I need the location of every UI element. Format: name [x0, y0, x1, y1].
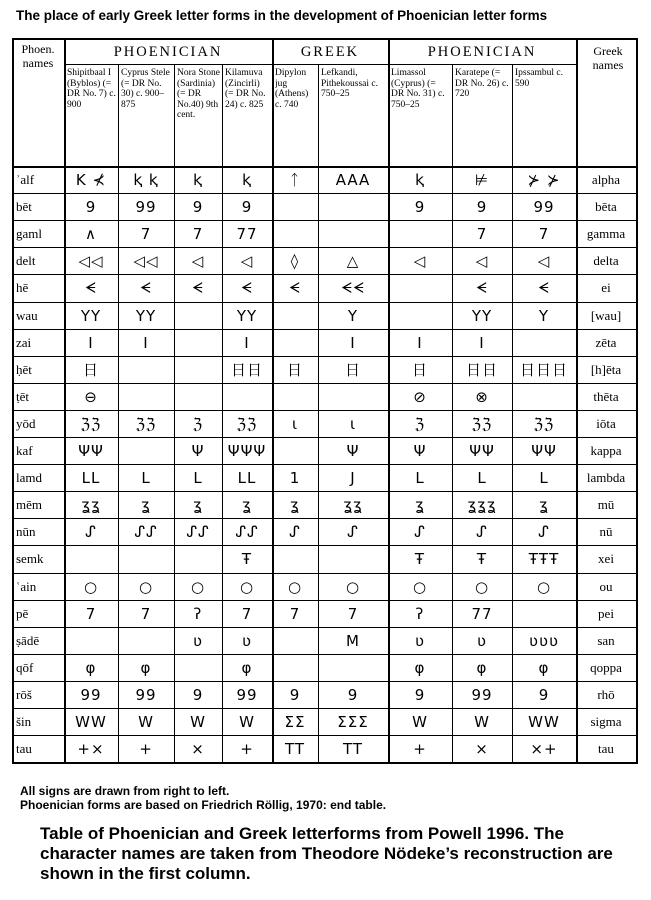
letterform-cell: ᔑ — [538, 522, 550, 541]
greek-letter-name: lambda — [586, 469, 626, 485]
letterform-cell: 77 — [236, 224, 258, 243]
letterform-cell: ŦŦŦ — [528, 549, 560, 568]
letterform-cell: ʔ — [193, 604, 203, 623]
letterform-cell: ΨΨ — [531, 441, 557, 460]
letterform-cell: 99 — [80, 685, 102, 704]
letterform-cell: ○ — [239, 577, 255, 596]
letterform-cell: ⊗ — [475, 387, 489, 406]
letterform-cell: ○ — [474, 577, 490, 596]
letterform-cell: 7 — [241, 604, 253, 623]
letterform-cell: △ — [346, 251, 360, 270]
letterform-cell: 7 — [140, 604, 152, 623]
letterform-cell: ι — [291, 414, 299, 433]
letterform-cell: 日 — [411, 361, 428, 379]
phoenician-letter-name: nūn — [16, 523, 36, 539]
phoenician-letter-name: wau — [16, 307, 38, 323]
letterform-cell: ◁ — [413, 251, 427, 270]
phoenician-letter-name: yōd — [16, 415, 36, 431]
letterform-cell — [118, 356, 174, 383]
phoenician-letter-name: ṭēt — [16, 388, 29, 404]
letterform-cell: YY — [236, 306, 258, 325]
letterform-cell: W — [239, 712, 255, 731]
letterform-cell: K ⊀ — [75, 170, 107, 189]
letterform-cell: ⊭ — [474, 170, 490, 189]
letterform-cell — [272, 654, 318, 681]
table-border-bottom — [12, 762, 636, 764]
letterform-cell: ᔑ — [85, 522, 97, 541]
letterform-cell: ᗕ — [289, 278, 301, 297]
letterform-cell — [272, 545, 318, 572]
greek-letter-name: san — [597, 632, 615, 648]
letterform-cell: ʓʓ — [81, 495, 101, 514]
letterform-cell: ⊁ ⊁ — [527, 170, 561, 189]
greek-letter-name: iōta — [596, 415, 616, 431]
greek-letter-name: [wau] — [590, 307, 622, 323]
letterform-cell — [272, 627, 318, 654]
greek-letter-name: qoppa — [590, 659, 622, 675]
group-header-phoenician-right: PHOENICIAN — [427, 43, 537, 60]
letterform-cell: ʓ — [290, 495, 300, 514]
letterform-cell: ⊘ — [413, 387, 427, 406]
letterform-cell — [318, 220, 388, 247]
letterform-cell — [512, 600, 576, 627]
phoenician-letter-name: lamd — [16, 469, 42, 485]
letterform-cell — [318, 545, 388, 572]
group-header-rule — [64, 64, 576, 65]
letterform-cell: + — [139, 739, 153, 758]
note-source: Phoenician forms are based on Friedrich Röllig, 1970: end table. — [20, 798, 387, 812]
letterform-cell — [118, 627, 174, 654]
letterform-cell: ○ — [345, 577, 361, 596]
letterform-cell: 9 — [476, 197, 488, 216]
phoenician-letter-name: tau — [16, 740, 32, 756]
letterform-cell — [64, 627, 118, 654]
letterform-cell — [318, 193, 388, 220]
letterform-cell: 7 — [140, 224, 152, 243]
greek-letter-name: alpha — [591, 171, 621, 187]
letterform-cell — [318, 654, 388, 681]
letterform-cell: ʋ — [193, 631, 203, 650]
letterform-cell: φ — [538, 658, 550, 677]
letterform-cell — [64, 545, 118, 572]
letterform-cell: + — [413, 739, 427, 758]
letterform-cell: ℨ — [414, 414, 426, 433]
letterform-cell: ◁◁ — [78, 251, 104, 270]
column-header: Dipylon jug (Athens) c. 740 — [275, 68, 309, 110]
letterform-cell: φ — [476, 658, 488, 677]
greek-names-header: Greek names — [592, 44, 624, 72]
letterform-cell: ᗕ — [85, 278, 97, 297]
phoenician-letter-name: bēt — [16, 198, 32, 214]
phoenician-letter-name: ʿain — [16, 578, 37, 594]
letterform-cell: ʓ — [242, 495, 252, 514]
letterform-cell — [174, 545, 222, 572]
letterform-cell — [512, 383, 576, 410]
letterform-cell: Ŧ — [241, 549, 253, 568]
letterform-cell: L — [415, 468, 425, 487]
note-direction: All signs are drawn from right to left. — [20, 784, 230, 798]
letterform-cell: ○ — [83, 577, 99, 596]
letterform-cell: ʓ — [193, 495, 203, 514]
letterform-cell — [272, 437, 318, 464]
letterform-cell: ʋʋʋ — [529, 631, 559, 650]
greek-letter-name: ou — [599, 578, 613, 594]
greek-letter-name: kappa — [590, 442, 622, 458]
caption: Table of Phoenician and Greek letterforms from Powell 1996. The character names are taken from Theodore Nödeke’s reconstruction are shown in the first column. — [40, 824, 613, 883]
letterform-cell: ○ — [412, 577, 428, 596]
letterform-cell: ○ — [536, 577, 552, 596]
letterform-cell: ΨΨΨ — [227, 441, 267, 460]
letterform-cell: 日日 — [465, 361, 498, 379]
letterform-cell: 9 — [414, 197, 426, 216]
column-header: Nora Stone (Sardinia) (= DR No.40) 9th cent. — [177, 68, 220, 120]
letterform-cell: YY — [80, 306, 102, 325]
letterform-cell: 日 — [344, 361, 361, 379]
letterform-cell: W — [138, 712, 154, 731]
letterform-cell: ⱪ — [242, 170, 252, 189]
letterform-cell — [318, 383, 388, 410]
phoenician-letter-name: qōf — [16, 659, 34, 675]
letterform-cell: W — [474, 712, 490, 731]
letterform-cell: Ψ — [413, 441, 427, 460]
letterform-cell: 7 — [289, 604, 301, 623]
greek-letter-name: tau — [598, 740, 614, 756]
phoenician-letter-name: ʾalf — [16, 171, 35, 187]
letterform-cell: I — [350, 333, 356, 352]
letterform-cell: J — [350, 468, 356, 487]
letterform-cell — [174, 329, 222, 356]
letterform-cell: ΨΨ — [469, 441, 495, 460]
letterform-cell: Ψ — [191, 441, 205, 460]
letterform-cell — [272, 383, 318, 410]
letterform-cell — [174, 383, 222, 410]
letterform-cell: W — [190, 712, 206, 731]
letterform-cell: ᔑ — [347, 522, 359, 541]
letterform-cell — [118, 437, 174, 464]
letterform-cell: ×+ — [530, 739, 558, 758]
letterform-cell: Ŧ — [414, 549, 426, 568]
letterform-cell: ○ — [287, 577, 303, 596]
phoenician-letter-name: rōš — [16, 686, 32, 702]
letterform-cell: ∧ — [85, 224, 97, 243]
letterform-cell: ᗕ — [538, 278, 550, 297]
letterform-cell: I — [244, 333, 250, 352]
letterform-cell: φ — [140, 658, 152, 677]
greek-letter-name: thēta — [593, 388, 619, 404]
letterform-cell: ⊖ — [84, 387, 98, 406]
letterform-cell: ᛏ — [289, 170, 300, 189]
letterform-cell: ᗕ — [140, 278, 152, 297]
letterform-cell: LL — [237, 468, 257, 487]
letterform-cell: ◊ — [290, 251, 300, 270]
greek-letter-name: rhō — [597, 686, 615, 702]
phoenician-letter-name: ḥēt — [16, 361, 32, 377]
letterform-cell: × — [475, 739, 489, 758]
letterform-cell: 99 — [236, 685, 258, 704]
column-header: Cyprus Stele (= DR No. 30) c. 900–875 — [121, 68, 170, 110]
letterform-cell: WW — [75, 712, 107, 731]
letterform-cell: 日日日 — [519, 361, 568, 379]
letterform-cell: Ŧ — [476, 549, 488, 568]
letterform-cell: LL — [81, 468, 101, 487]
letterform-cell — [222, 383, 272, 410]
letterform-cell: ʋ — [415, 631, 425, 650]
column-header: Shipitbaal I (Byblos) (= DR No. 7) c. 900 — [67, 68, 116, 110]
letterform-cell: YY — [471, 306, 493, 325]
phoenician-letter-name: semk — [16, 550, 44, 566]
letterform-cell: TT — [342, 739, 364, 758]
letterform-cell: ᗕ — [241, 278, 253, 297]
letterform-cell: ◁ — [240, 251, 254, 270]
letterform-cell — [174, 356, 222, 383]
letterform-cell: 7 — [85, 604, 97, 623]
greek-letter-name: xei — [598, 550, 614, 566]
letterform-cell: × — [191, 739, 205, 758]
letterform-cell: 99 — [135, 685, 157, 704]
phoenician-letter-name: delt — [16, 252, 36, 268]
letterform-cell: L — [539, 468, 549, 487]
letterform-cell — [272, 220, 318, 247]
column-header: Karatepe (= DR No. 26) c. 720 — [455, 68, 509, 99]
letterform-cell: +× — [77, 739, 105, 758]
letterform-cell: ⱪ — [193, 170, 203, 189]
group-header-greek: GREEK — [300, 43, 360, 60]
letterform-cell: ℨℨ — [533, 414, 555, 433]
letterform-cell: ℨℨ — [80, 414, 102, 433]
phoenician-letter-name: hē — [16, 279, 29, 295]
greek-letter-name: pei — [598, 605, 614, 621]
letterform-cell: ʓ — [415, 495, 425, 514]
column-header: Limassol (Cyprus) (= DR No. 31) c. 750–25 — [391, 68, 445, 110]
column-header: Lefkandi, Pithekoussai c. 750–25 — [321, 68, 378, 99]
letterform-cell: ℨ — [192, 414, 204, 433]
letterform-cell: Y — [347, 306, 359, 325]
group-header-phoenician-left: PHOENICIAN — [113, 43, 223, 60]
letterform-cell: 7 — [347, 604, 359, 623]
column-header: Kilamuva (Zincirli) (= DR No. 24) c. 825 — [225, 68, 266, 110]
phoen-names-header: Phoen. names — [21, 42, 55, 70]
letterform-cell: ʋ — [477, 631, 487, 650]
table-border-top — [12, 38, 636, 40]
letterform-cell: ᔑᔑ — [186, 522, 210, 541]
letterform-cell: 9 — [192, 197, 204, 216]
greek-letter-name: gamma — [586, 225, 626, 241]
letterform-cell: φ — [85, 658, 97, 677]
letterform-cell: ◁◁ — [133, 251, 159, 270]
greek-letter-name: nū — [599, 523, 613, 539]
letterform-cell: + — [240, 739, 254, 758]
letterform-cell: TT — [284, 739, 306, 758]
letterform-cell: 9 — [538, 685, 550, 704]
letterform-cell: 9 — [192, 685, 204, 704]
letterform-cell: Y — [538, 306, 550, 325]
letterform-cell: ʔ — [415, 604, 425, 623]
letterform-cell — [118, 383, 174, 410]
letterform-cell — [512, 329, 576, 356]
letterform-cell: 99 — [533, 197, 555, 216]
letterform-cell: 日 — [286, 361, 303, 379]
letterform-cell: ℨℨ — [471, 414, 493, 433]
letterform-cell: ʓ — [141, 495, 151, 514]
letterform-cell: ᔑᔑ — [134, 522, 158, 541]
letterform-cell: I — [88, 333, 94, 352]
letterform-cell — [118, 545, 174, 572]
table-border-right — [636, 38, 638, 764]
letterform-cell: ⱪ ⱪ — [133, 170, 159, 189]
greek-letter-name: bēta — [595, 198, 617, 214]
letterform-cell: I — [417, 333, 423, 352]
letterform-cell — [388, 274, 452, 301]
greek-letter-name: delta — [593, 252, 619, 268]
letterform-cell: M — [346, 631, 360, 650]
letterform-cell: 日日 — [230, 361, 263, 379]
letterform-cell: 7 — [192, 224, 204, 243]
letterform-cell: L — [141, 468, 151, 487]
letterform-cell: ○ — [138, 577, 154, 596]
letterform-cell: ᗕ — [476, 278, 488, 297]
letterform-cell: ʓʓʓ — [467, 495, 497, 514]
letterform-cell: 日 — [82, 361, 99, 379]
phoenician-letter-name: šin — [16, 713, 32, 729]
letterform-cell: ΣΣΣ — [337, 712, 369, 731]
greek-letter-name: [h]ēta — [590, 361, 622, 377]
letterform-cell: ΣΣ — [284, 712, 306, 731]
letterform-cell: 9 — [85, 197, 97, 216]
letterform-cell: ʓ — [539, 495, 549, 514]
letterform-cell: L — [477, 468, 487, 487]
letterform-cell: ℨℨ — [236, 414, 258, 433]
letterform-cell: ι — [349, 414, 357, 433]
letterform-cell: 9 — [414, 685, 426, 704]
letterform-cell: ᔑ — [476, 522, 488, 541]
letterform-cell: L — [193, 468, 203, 487]
column-header: Ipssambul c. 590 — [515, 68, 564, 89]
letterform-cell: 99 — [471, 685, 493, 704]
letterform-cell: 9 — [241, 197, 253, 216]
letterform-cell: φ — [414, 658, 426, 677]
letterform-cell — [272, 193, 318, 220]
letterform-cell: 99 — [135, 197, 157, 216]
phoenician-letter-name: kaf — [16, 442, 33, 458]
letterform-cell: Ψ — [346, 441, 360, 460]
letterform-cell: 9 — [347, 685, 359, 704]
letterform-cell: ᔑ — [289, 522, 301, 541]
letterform-cell: YY — [135, 306, 157, 325]
letterform-cell: I — [479, 333, 485, 352]
letterform-cell: 1 — [289, 468, 301, 487]
phoenician-letter-name: zai — [16, 334, 32, 350]
greek-letter-name: mū — [597, 496, 615, 512]
letterform-cell: φ — [241, 658, 253, 677]
letterform-cell: ◁ — [191, 251, 205, 270]
letterform-cell: ○ — [190, 577, 206, 596]
notes — [20, 784, 640, 812]
letterform-cell: ◁ — [537, 251, 551, 270]
letterform-cell: ʋ — [242, 631, 252, 650]
letterform-cell — [174, 302, 222, 329]
greek-letter-name: zēta — [595, 334, 617, 350]
greek-letter-name: sigma — [590, 713, 622, 729]
letterform-cell: W — [412, 712, 428, 731]
letterform-cell: ᔑᔑ — [235, 522, 259, 541]
letterform-cell: ◁ — [475, 251, 489, 270]
letterform-cell: ᔑ — [414, 522, 426, 541]
phoenician-letter-name: mēm — [16, 496, 42, 512]
letterform-cell: 9 — [289, 685, 301, 704]
letterform-cell: AAA — [335, 170, 371, 189]
phoenician-letter-name: pē — [16, 605, 29, 621]
phoenician-letter-name: ṣādē — [16, 632, 40, 648]
page-title: The place of early Greek letter forms in the development of Phoenician letter forms — [16, 8, 548, 23]
letterform-cell — [272, 329, 318, 356]
letterform-cell: ⱪ — [415, 170, 425, 189]
letterform-cell — [388, 220, 452, 247]
letterform-cell: I — [143, 333, 149, 352]
letterform-cell: 7 — [538, 224, 550, 243]
letterform-cell — [174, 654, 222, 681]
letterform-cell: ℨℨ — [135, 414, 157, 433]
letterform-cell — [272, 302, 318, 329]
greek-letter-name: ei — [601, 279, 611, 295]
letterform-cell: WW — [528, 712, 560, 731]
letterform-cell: ʓʓ — [343, 495, 363, 514]
letterform-cell: ᗕ — [192, 278, 204, 297]
letterform-cell: 77 — [471, 604, 493, 623]
phoenician-letter-name: gaml — [16, 225, 42, 241]
letterform-cell: ᗕᗕ — [341, 278, 365, 297]
letterform-cell: ΨΨ — [78, 441, 104, 460]
letterform-cell: 7 — [476, 224, 488, 243]
letterform-cell — [388, 302, 452, 329]
